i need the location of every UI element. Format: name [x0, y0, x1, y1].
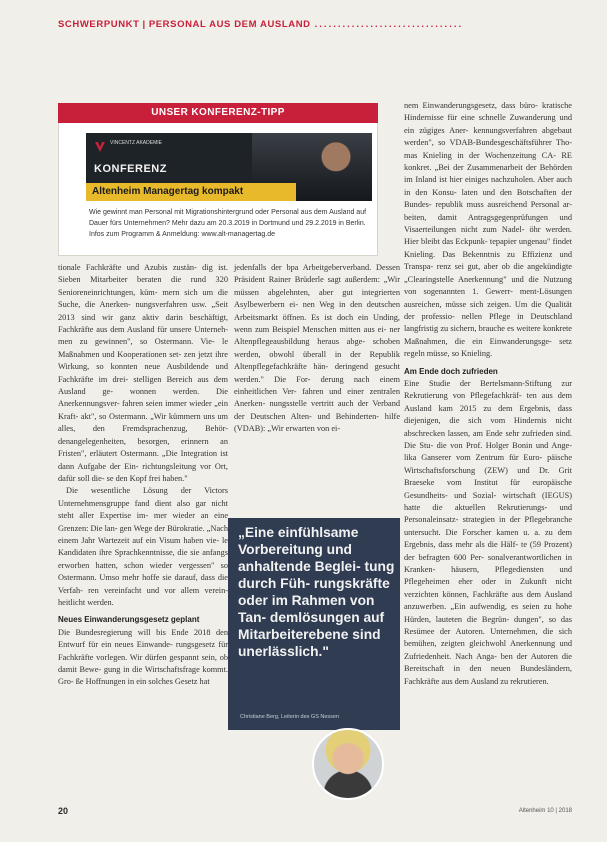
portrait-photo [312, 728, 384, 800]
header-separator: | [142, 19, 146, 30]
section-subtitle: PERSONAL AUS DEM AUSLAND [148, 19, 311, 30]
column-2 [234, 262, 400, 436]
banner-title: Altenheim Managertag kompakt [86, 183, 296, 201]
pull-quote-attribution: Christiane Berg, Leiterin des GS Nessen [240, 714, 340, 720]
vincentz-logo-icon [94, 141, 106, 153]
magazine-footer: Altenheim 10 | 2018 [518, 808, 572, 814]
logo-text: VINCENTZ AKADEMIE [110, 140, 162, 146]
header-dots: ................................ [314, 19, 464, 30]
paragraph: tionale Fachkräfte und Azubis zustän- dig ist. Sieben Mitarbeiter beraten die rund 320 Senioreneinrichtungen, küm- mern sich um die Suche, die Anerken- nungsverfahren usw. „Seit 2013 sind wir ganz aktiv darin beschäftigt, Fachkräfte aus dem Ausland für unsere Unterneh- men zu gewinnen", so Ostermann. Vie- le Maßnahmen und Kooperationen set- zen jetzt ihre Wirkung, so konnten neue Ausbildende und Fachkräfte im drei- stelligen Bereich aus dem Ausland ge- wonnen werden. Die Anerkennungsver- fahren seien immer wieder „ein Kraft- akt", so Ostermann. „Wir kümmern uns um alles, den Fremdsprachenzug, Behör- denangelegenheiten, besorgen, erinnern an Fristen", erläutert Ostermann. „Die Integration ist dann Aufgabe der Ein- richtungsleitung vor Ort, dafür soll die- se den Kopf frei haben." [58, 263, 228, 483]
section-title: SCHWERPUNKT [58, 19, 140, 30]
subheading: Neues Einwanderungsgesetz geplant [58, 615, 200, 625]
conference-description: Wie gewinnt man Personal mit Migrationshintergrund oder Personal aus dem Ausland auf Dauer fürs Unternehmen? Mehr dazu am 20.3.2019 in Dortmund und 29.2.2019 in Berlin. Infos zum Programm & Anmeldung: www.alt-managertag.de [89, 209, 367, 238]
paragraph: Eine Studie der Bertelsmann-Stiftung zur Rekrutierung von Pflegefachkräf- ten aus dem Ausland kam 2015 zu dem Ergebnis, dass diejenigen, die sich vom Hindernis nicht abschrecken lassen, am Ende sehr zufrieden sind. Die Stu- die von Prof. Holger Bonin und Ange- lika Ganserer vom Zentrum für Euro- päische Wirtschaftsforschung (ZEW) und Dr. Grit Braeseke vom Institut für europäische Gesundheits- und Sozial- wirtschaft (IEGUS) hatte die aktuellen Rekrutierungs- und Personaleinsatz- strategien in der Pflegebranche untersucht. Die Forscher kamen u. a. zu dem Ergebnis, dass mehr als die Hälf- te (59 Prozent) der befragten 600 Per- sonalverantwortlichen in Kranken- häusern, Pflegediensten und Pflegeheimen eher oder in Zukunft nicht verzichten können, Fachkräfte aus dem Ausland anzuwerben. „Ein aufwendig, es seien zu hohe Hürden, lauteten die Begrün- dungen", so das Resümee der Autoren. Unternehmen, die sich bemühen, zeigten gleichwohl Anerkennung und Zufriedenheit. Nach Anga- ben der Autoren die Bereitschaft in den neuen Bundesländern, Fachkräfte aus dem Ausland zu rekrutieren. [404, 378, 572, 686]
column-1 [58, 262, 228, 689]
paragraph: jedenfalls der bpa Arbeitgeberverband. Dessen Präsident Rainer Brüderle sagt außerdem: „Wir müssen abgelehnten, aber gut integrierten Asylbewerbern ei- nen Weg in den deutschen Arbeitsmarkt öffnen. Es ist doch ein Unding, wenn zum Beispiel Menschen mitten aus ei- ner Altenpflegeausbildung heraus abge- schoben werden, obwohl überall in der Republik Altenpflegefachkräfte hän- deringend gesucht werden." Die For- derung nach einem einheitlichen Ver- fahren und einer zentralen Anerken- nungsstelle vertritt auch der Verband der Deutschen Alten- und Behinderten- hilfe (VDAB): „Wir erwarten von ei- [234, 263, 400, 434]
conference-tip-bar: UNSER KONFERENZ-TIPP [58, 103, 378, 123]
subheading: Am Ende doch zufrieden [404, 366, 498, 376]
pull-quote-text: „Eine einfühlsame Vorbereitung und anhaltende Beglei- tung durch Füh- rungskräfte oder im Rahmen von Tan- demlösungen auf Mitarbeiterebene sind unerlässlich." [238, 525, 395, 659]
paragraph: nem Einwanderungsgesetz, dass büro- kratische Hindernisse für eine schnelle Zuwanderung und ein zügiges Aner- kennungsverfahren abgebaut werden", so VDAB-Bundesgeschäftsführer Tho- mas Knieling in der Wochenzeitung CA- RE konkret. „Bei der Zusammenarbeit der Behörden im Inland ist hier einiges nachzuholen. Aber auch in den Konsu- laten und den Botschaften der Bundes- republik muss ausreichend Personal ar- beiten, damit Antragsgegenprüfungen und Visaerteilungen nicht zum Nadel- öhr werden. Hier bleibt das Eckpunk- tepapier ungenau" findet Knieling. Das Bekenntnis zu Effizienz und Transpa- renz sei gut, aber ob die angekündigte „Clearingstelle Anerkennung" und die Nutzung von sogenannten 1. Gewerr- ment-Lösungen ausreichen, müsse sich zeigen. Um die Qualität der professio- nellen Pflege in Deutschland langfristig zu sichern, brauche es weitere konkrete Maßnahmen, die ein Einwanderungsge- setz regeln müsse, so Knieling. [404, 101, 572, 359]
konferenz-label: KONFERENZ [94, 163, 167, 175]
running-header [58, 19, 568, 35]
paragraph: Die wesentliche Lösung der Victors Unternehmensgruppe fand dient also gar nicht steht aller Expertise im- mer wieder an eine Grenzen: Die lan- gen Wege der Bürokratie. „Nach einem Jahr Wartezeit auf ein Visum haben vie- le Kandidaten ihre Sprachkenntnisse, die sie anfangs erworben hatten, schon wieder vergessen" so Ostermann. Umso mehr hoffe sie darauf, dass die Verfah- ren vereinfacht und vor allem verein- heitlicht werden. [58, 486, 228, 607]
page-number: 20 [58, 806, 69, 816]
paragraph: Die Bundesregierung will bis Ende 2018 den Entwurf für ein neues Einwande- rungsgesetz für Fachkräfte vorlegen. Wir dürfen gespannt sein, ob damit Bewe- gung in die Wirtschaftsfrage kommt. Gro- ße Hoffnungen in ein solches Gesetz hat [58, 627, 228, 687]
column-3 [404, 100, 572, 688]
